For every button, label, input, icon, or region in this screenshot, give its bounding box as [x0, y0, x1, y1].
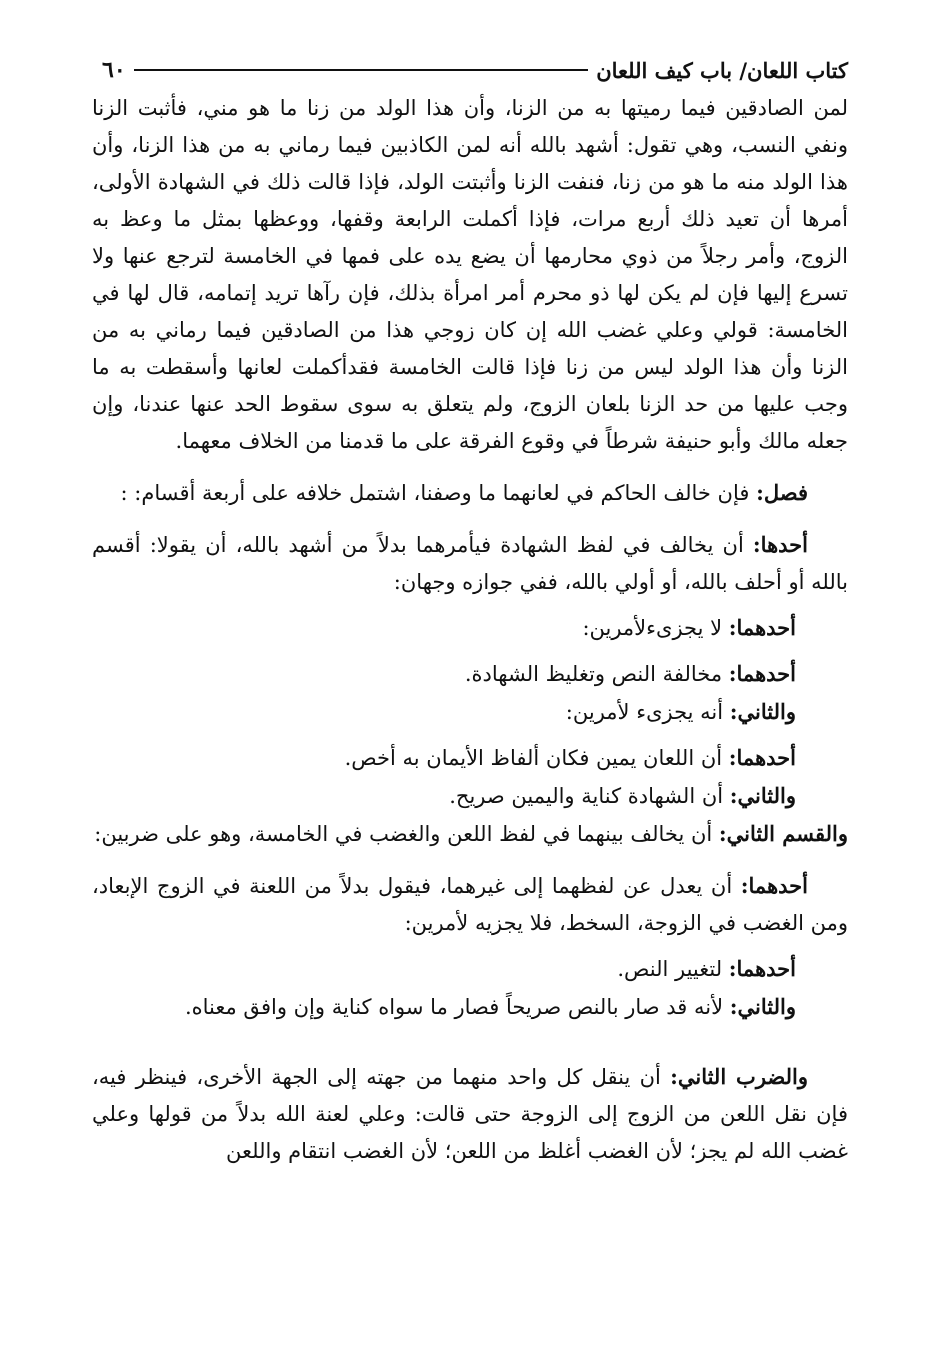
- paragraph-term: أحدها:: [752, 532, 808, 557]
- paragraph-text: لأنه قد صار بالنص صريحاً فصار ما سواه كناية وإن وافق معناه.: [184, 995, 730, 1019]
- document-page: [92, 50, 848, 1170]
- paragraph-text: لتغيير النص.: [617, 957, 729, 981]
- paragraph-first-type: [92, 867, 848, 942]
- paragraph-text: أنه يجزىء لأمرين:: [565, 700, 730, 724]
- page-header: [92, 50, 848, 90]
- paragraph-second-type: [92, 1058, 848, 1170]
- paragraph-term: أحدهما:: [728, 661, 796, 686]
- paragraph-text: أن يخالف بينهما في لفظ اللعن والغضب في الخامسة، وهو على ضربين:: [94, 822, 719, 846]
- paragraph-text: لا يجزىءلأمرين:: [582, 616, 729, 640]
- sub-item: [92, 777, 848, 815]
- paragraph-text: مخالفة النص وتغليظ الشهادة.: [464, 662, 729, 686]
- paragraph-term: أحدهما:: [728, 956, 796, 981]
- paragraph-text: أن اللعان يمين فكان ألفاظ الأيمان به أخص.: [344, 746, 729, 770]
- paragraph-term: فصل:: [756, 480, 808, 505]
- paragraph-fasl: [92, 474, 848, 512]
- paragraph-text: لمن الصادقين فيما رميتها به من الزنا، وأن هذا الولد من زنا ما هو مني، فأثبت الزنا ونفي النسب، وهي تقول: أشهد بالله أنه لمن الكاذبين فيما رماني به من هذا الزنا، وأن هذا الولد منه ما هو من زنا، فنفت الزنا وأثبتت الولد، فإذا قالت ذلك في الشهادة الأولى، أمرها أن تعيد ذلك أربع مرات، فإذا أكملت الرابعة وقفها، ووعظها بمثل ما وعظ به الزوج، وأمر رجلاً من ذوي محارمها أن يضع يده على فمها في الخامسة لترجع عنها ولا تسرع إليها فإن لم يكن لها ذو محرم أمر امرأة بذلك، فإن رآها تريد إتمامه، قال لها في الخامسة: قولي وعلي غضب الله إن كان زوجي هذا من الصادقين فيما رماني به من الزنا وأن هذا الولد ليس من زنا فإذا قالت الخامسة فقدأكملت لعانها وأسقطت به ما وجب عليها من حد الزنا بلعان الزوج، ولم يتعلق به سوى سقوط الحد عنها عندنا، وإن جعله مالك وأبو حنيفة شرطاً في وقوع الفرقة على ما قدمنا من الخلاف معهما.: [92, 96, 848, 453]
- paragraph-term: أحدهما:: [728, 745, 796, 770]
- paragraph-text: أن الشهادة كناية واليمين صريح.: [449, 784, 730, 808]
- sub-item: [92, 693, 848, 731]
- sub-item: [92, 655, 848, 693]
- page-number: ٦٠: [102, 57, 126, 83]
- header-rule: [134, 69, 589, 71]
- paragraph-term: والضرب الثاني:: [670, 1064, 808, 1089]
- paragraph-term: أحدهما:: [740, 873, 808, 898]
- paragraph-term: والقسم الثاني:: [718, 821, 848, 846]
- paragraph-text: أن ينقل كل واحد منهما من جهته إلى الجهة الأخرى، فينظر فيه، فإن نقل اللعن من الزوج إلى الزوجة حتى قالت: وعلي لعنة الله بدلاً من قولها وعلي غضب الله لم يجز؛ لأن الغضب أغلظ من اللعن؛ لأن الغضب انتقام واللعن: [92, 1065, 848, 1163]
- running-title: كتاب اللعان/ باب كيف اللعان: [596, 57, 848, 83]
- paragraph-text: أن يعدل عن لفظهما إلى غيرهما، فيقول بدلاً من اللعنة في الزوج الإبعاد، ومن الغضب في الزوجة، السخط، فلا يجزيه لأمرين:: [92, 874, 848, 935]
- paragraph-text: فإن خالف الحاكم في لعانهما ما وصفنا، اشتمل خلافه على أربعة أقسام: :: [120, 481, 757, 505]
- paragraph-second-division: [92, 815, 848, 853]
- paragraph-term: والثاني:: [729, 994, 796, 1019]
- sub-item: [92, 739, 848, 777]
- sub-item: [92, 950, 848, 988]
- body-text: [92, 90, 848, 1170]
- paragraph-first-division: [92, 526, 848, 601]
- paragraph-term: والثاني:: [729, 783, 796, 808]
- sub-item: [92, 609, 848, 647]
- paragraph-1: [92, 90, 848, 460]
- sub-item: [92, 988, 848, 1026]
- paragraph-text: أن يخالف في لفظ الشهادة فيأمرهما بدلاً من أشهد بالله، أن يقولا: أقسم بالله أو أحلف بالله، أو أولي بالله، ففي جوازه وجهان:: [92, 533, 848, 594]
- paragraph-term: أحدهما:: [728, 615, 796, 640]
- paragraph-term: والثاني:: [729, 699, 796, 724]
